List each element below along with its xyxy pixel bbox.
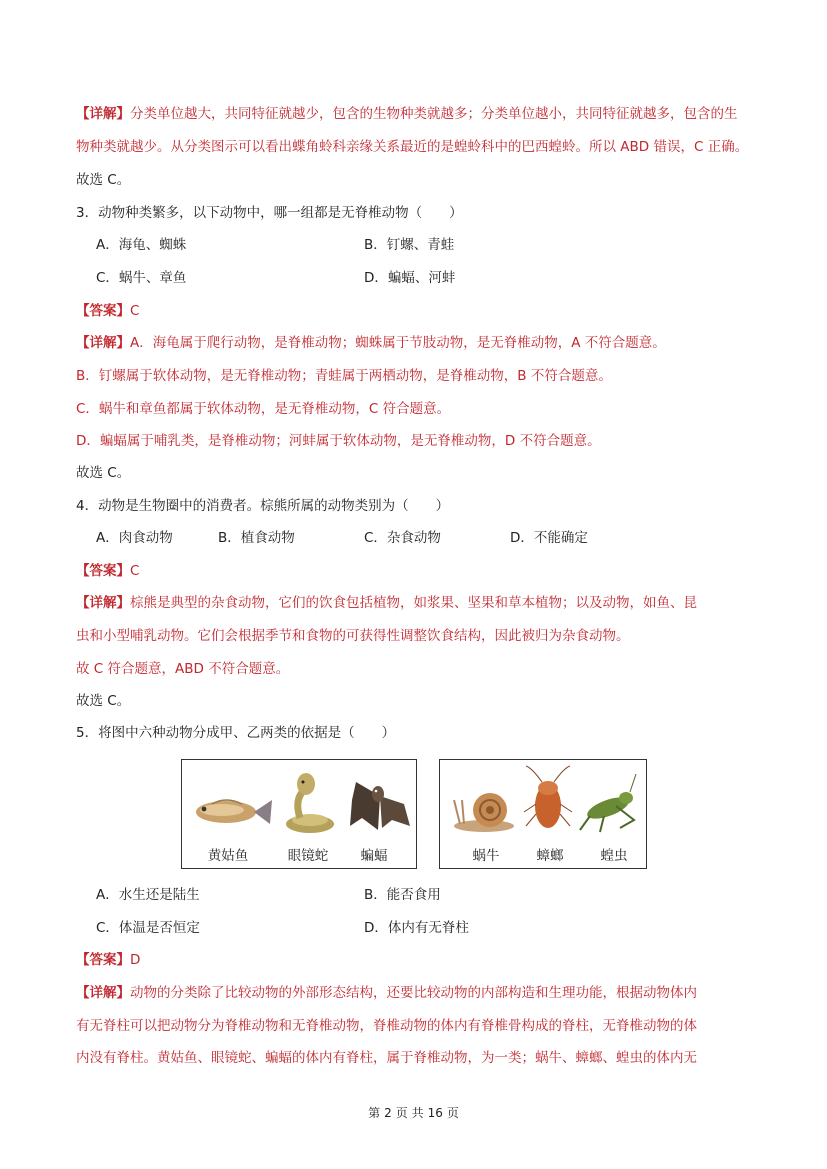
- q3-detail-line2: B．钉螺属于软体动物，是无脊椎动物；青蛙属于两栖动物，是脊椎动物，B 不符合题意。: [76, 368, 612, 384]
- bat-icon: [350, 782, 410, 830]
- q2-conclusion: 故选 C。: [76, 172, 131, 188]
- detail-label: 【详解】: [76, 985, 130, 1001]
- figure-group-1: [181, 759, 417, 869]
- cobra-icon: [286, 773, 334, 833]
- q4-stem: 4．动物是生物圈中的消费者。棕熊所属的动物类别为（ ）: [76, 498, 450, 514]
- q4-option-d: D．不能确定: [510, 530, 588, 546]
- answer-label: 【答案】: [76, 563, 130, 579]
- q3-stem: 3．动物种类繁多，以下动物中，哪一组都是无脊椎动物（ ）: [76, 205, 463, 221]
- total-page-count: 16: [427, 1106, 443, 1120]
- q2-detail-line1: 【详解】分类单位越大，共同特征就越少，包含的生物种类就越多；分类单位越小，共同特征就越多，包含的生: [76, 106, 738, 122]
- detail-label: 【详解】: [76, 106, 130, 122]
- caption-snail: 蜗牛: [472, 848, 500, 864]
- q4-answer: 【答案】C: [76, 563, 140, 579]
- grasshopper-icon: [580, 774, 636, 832]
- q5-option-a: A．水生还是陆生: [96, 887, 200, 903]
- q5-option-d: D．体内有无脊柱: [364, 920, 469, 936]
- q4-detail-line1: 【详解】棕熊是典型的杂食动物，它们的饮食包括植物，如浆果、坚果和草本植物；以及动物，如鱼、昆: [76, 595, 697, 611]
- group1-illustration: [182, 760, 416, 840]
- q4-conclusion: 故选 C。: [76, 693, 131, 709]
- cockroach-icon: [524, 766, 572, 828]
- caption-cobra: 眼镜蛇: [287, 848, 329, 864]
- q5-detail-line2: 有无脊柱可以把动物分为脊椎动物和无脊椎动物，脊椎动物的体内有脊椎骨构成的脊柱，无脊椎动物的体: [76, 1018, 697, 1034]
- q4-option-b: B．植食动物: [218, 530, 295, 546]
- figure-group-2: [439, 759, 647, 869]
- detail-label: 【详解】: [76, 335, 130, 351]
- q5-answer: 【答案】D: [76, 952, 141, 968]
- q3-option-a: A．海龟、蜘蛛: [96, 237, 187, 253]
- q4-option-a: A．肉食动物: [96, 530, 173, 546]
- caption-bat: 蝙蝠: [360, 848, 388, 864]
- current-page-number: 2: [384, 1106, 392, 1120]
- q3-detail-line4: D．蝙蝠属于哺乳类，是脊椎动物；河蚌属于软体动物，是无脊椎动物，D 不符合题意。: [76, 433, 601, 449]
- answer-label: 【答案】: [76, 303, 130, 319]
- detail-label: 【详解】: [76, 595, 130, 611]
- q5-option-c: C．体温是否恒定: [96, 920, 200, 936]
- q4-detail-line2: 虫和小型哺乳动物。它们会根据季节和食物的可获得性调整饮食结构，因此被归为杂食动物。: [76, 628, 630, 644]
- caption-cockroach: 蟑螂: [536, 848, 564, 864]
- q3-option-c: C．蜗牛、章鱼: [96, 270, 187, 286]
- q5-stem: 5．将图中六种动物分成甲、乙两类的依据是（ ）: [76, 725, 396, 741]
- q4-option-c: C．杂食动物: [364, 530, 441, 546]
- answer-label: 【答案】: [76, 952, 130, 968]
- q3-conclusion: 故选 C。: [76, 465, 131, 481]
- q4-detail-line3: 故 C 符合题意，ABD 不符合题意。: [76, 661, 290, 677]
- q5-detail-line3: 内没有脊柱。黄姑鱼、眼镜蛇、蝙蝠的体内有脊柱，属于脊椎动物，为一类；蜗牛、蟑螂、蝗虫的体内无: [76, 1050, 697, 1066]
- caption-croaker: 黄姑鱼: [207, 848, 249, 864]
- q3-detail-line3: C．蜗牛和章鱼都属于软体动物，是无脊椎动物，C 符合题意。: [76, 401, 451, 417]
- snail-icon: [454, 793, 514, 832]
- croaker-fish-icon: [196, 800, 272, 824]
- q3-answer: 【答案】C: [76, 303, 140, 319]
- group2-illustration: [440, 760, 646, 840]
- q3-option-d: D．蝙蝠、河蚌: [364, 270, 456, 286]
- q2-detail-line2: 物种类就越少。从分类图示可以看出蝶角蛉科亲缘关系最近的是蝗蛉科中的巴西蝗蛉。所以 ABD 错误，C 正确。: [76, 139, 749, 155]
- q3-detail-line1: 【详解】A．海龟属于爬行动物，是脊椎动物；蜘蛛属于节肢动物，是无脊椎动物，A 不符合题意。: [76, 335, 666, 351]
- caption-grasshopper: 蝗虫: [600, 848, 628, 864]
- page-footer: 第 2 页 共 16 页: [368, 1106, 459, 1120]
- q3-option-b: B．钉螺、青蛙: [364, 237, 455, 253]
- q5-option-b: B．能否食用: [364, 887, 441, 903]
- q5-detail-line1: 【详解】动物的分类除了比较动物的外部形态结构，还要比较动物的内部构造和生理功能，根据动物体内: [76, 985, 697, 1001]
